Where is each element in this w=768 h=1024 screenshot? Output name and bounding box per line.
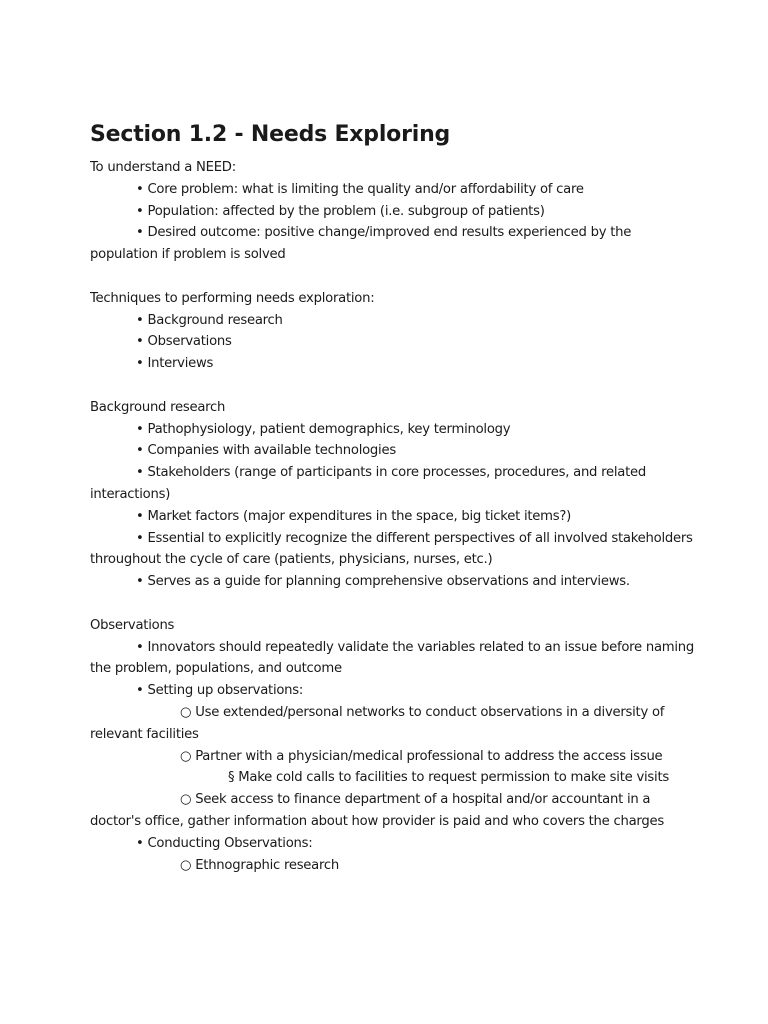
observations-setup: • Setting up observations:: [136, 683, 304, 699]
techniques-item: • Background research: [136, 312, 283, 328]
observations-validate-line2: the problem, populations, and outcome: [90, 661, 342, 677]
need-outcome-line2: population if problem is solved: [90, 247, 286, 263]
observations-networks-line1: ○ Use extended/personal networks to conduct observations in a diversity of: [180, 704, 665, 720]
background-essential-line1: • Essential to explicitly recognize the different perspectives of all involved stakeholders: [136, 530, 693, 546]
observations-partner: ○ Partner with a physician/medical professional to address the access issue: [180, 748, 663, 764]
need-core-problem: • Core problem: what is limiting the quality and/or affordability of care: [136, 181, 584, 197]
observations-heading: Observations: [90, 617, 175, 633]
background-market: • Market factors (major expenditures in the space, big ticket items?): [136, 508, 572, 524]
spacer: [90, 375, 690, 397]
need-population: • Population: affected by the problem (i.e. subgroup of patients): [136, 203, 545, 219]
observations-finance-line2: doctor's office, gather information about how provider is paid and who covers the charges: [90, 813, 664, 829]
observations-networks-line2: relevant facilities: [90, 726, 199, 742]
observations-conducting: • Conducting Observations:: [136, 835, 313, 851]
need-heading: To understand a NEED:: [90, 160, 236, 175]
observations-finance-line1: ○ Seek access to finance department of a hospital and/or accountant in a: [180, 792, 651, 808]
need-outcome-line1: • Desired outcome: positive change/improved end results experienced by the: [136, 225, 632, 241]
observations-cold-calls: § Make cold calls to facilities to request permission to make site visits: [228, 770, 669, 786]
background-stakeholders-line2: interactions): [90, 486, 171, 502]
observations-ethnographic: ○ Ethnographic research: [180, 857, 339, 873]
section-title: Section 1.2 - Needs Exploring: [90, 122, 451, 147]
techniques-item: • Interviews: [136, 356, 214, 372]
spacer: [90, 266, 690, 288]
background-guide: • Serves as a guide for planning comprehensive observations and interviews.: [136, 574, 630, 590]
spacer: [90, 593, 690, 615]
observations-validate-line1: • Innovators should repeatedly validate the variables related to an issue before naming: [136, 639, 695, 655]
background-heading: Background research: [90, 399, 226, 415]
document-body: [90, 157, 695, 876]
background-stakeholders-line1: • Stakeholders (range of participants in core processes, procedures, and related: [136, 465, 647, 481]
background-essential-line2: throughout the cycle of care (patients, physicians, nurses, etc.): [90, 552, 493, 568]
background-companies: • Companies with available technologies: [136, 443, 396, 459]
background-patho: • Pathophysiology, patient demographics, key terminology: [136, 421, 511, 437]
techniques-heading: Techniques to performing needs exploration:: [90, 290, 375, 306]
techniques-item: • Observations: [136, 334, 232, 350]
